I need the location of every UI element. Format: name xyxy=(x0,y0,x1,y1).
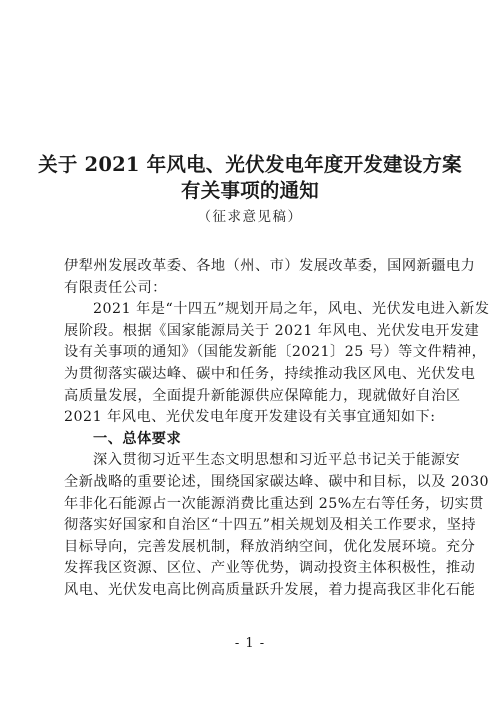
paragraph-line: 2021 年风电、光伏发电年度开发建设有关事宜通知如下: xyxy=(64,409,436,426)
addressee-line: 伊犁州发展改革委、各地（州、市）发展改革委，国网新疆电力 xyxy=(64,258,476,274)
document-title-line-2: 有关事项的通知 xyxy=(181,179,319,202)
document-title-line-1: 关于 2021 年风电、光伏发电年度开发建设方案 xyxy=(38,153,462,176)
paragraph-line: 目标导向，完善发展机制，释放消纳空间，优化发展环境。充分 xyxy=(64,538,476,555)
paragraph-line: 为贯彻落实碳达峰、碳中和任务，持续推动我区风电、光伏发电 xyxy=(64,365,476,382)
paragraph-line: 风电、光伏发电高比例高质量跃升发展，着力提高我区非化石能 xyxy=(64,581,476,598)
paragraph-line: 高质量发展，全面提升新能源供应保障能力，现就做好自治区 xyxy=(64,387,461,404)
paragraph-line: 彻落实好国家和自治区“十四五”相关规划及相关工作要求，坚持 xyxy=(64,517,477,534)
draft-subtitle: （征求意见稿） xyxy=(197,209,303,225)
page-number: - 1 - xyxy=(234,636,266,651)
paragraph-line: 全新战略的重要论述，围绕国家碳达峰、碳中和目标，以及 2030 xyxy=(64,473,489,490)
paragraph-line: 2021 年是“十四五”规划开局之年，风电、光伏发电进入新发 xyxy=(93,301,490,318)
addressee-line: 有限责任公司： xyxy=(64,279,167,296)
paragraph-line: 年非化石能源占一次能源消费比重达到 25%左右等任务，切实贯 xyxy=(64,495,484,512)
paragraph-line: 设有关事项的通知》（国能发新能〔2021〕25 号）等文件精神， xyxy=(64,344,487,361)
paragraph-line: 发挥我区资源、区位、产业等优势，调动投资主体积极性，推动 xyxy=(64,560,476,577)
document-body xyxy=(64,256,490,602)
paragraph-line: 深入贯彻习近平生态文明思想和习近平总书记关于能源安 xyxy=(93,452,461,469)
paragraph-line: 展阶段。根据《国家能源局关于 2021 年风电、光伏发电开发建 xyxy=(64,322,480,339)
section-heading: 一、总体要求 xyxy=(93,430,182,447)
